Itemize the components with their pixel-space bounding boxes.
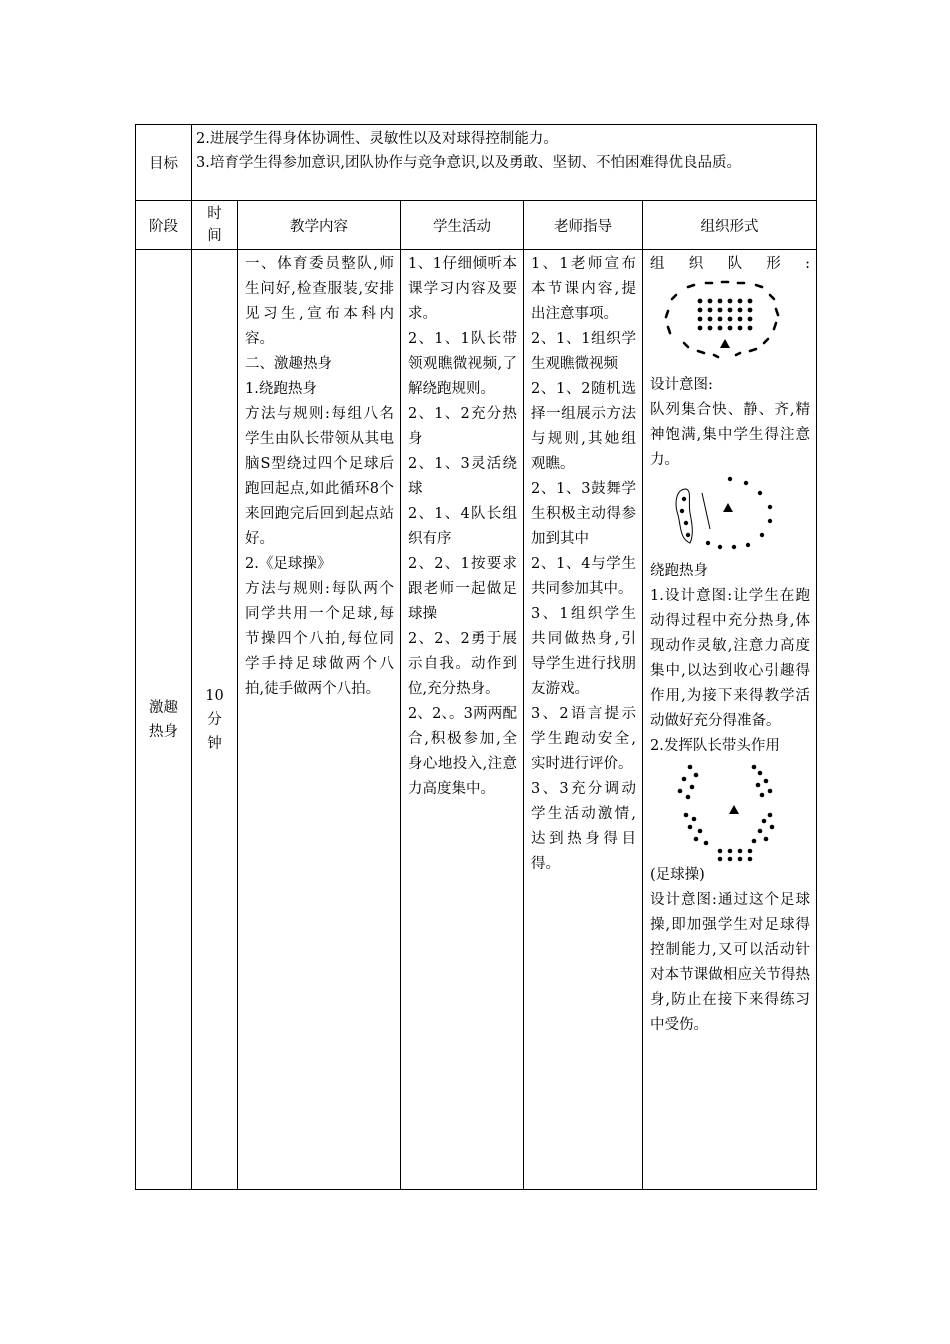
content-item: 1.绕跑热身 bbox=[245, 381, 317, 397]
football-exercise-diagram bbox=[650, 759, 810, 863]
content-item: 方法与规则:每组八名学生由队长带领从其电脑S型绕过四个足球后跑回起点,如此循环8个来回跑完后回到起点站好。 bbox=[245, 406, 394, 547]
content-item: 方法与规则:每队两个同学共用一个足球,每节操四个八拍,每位同学手持足球做两个八拍,徒手做两个八拍。 bbox=[245, 581, 394, 697]
goal-line-1: 2.进展学生得身体协调性、灵敏性以及对球得控制能力。 bbox=[196, 131, 558, 147]
warmup-row bbox=[136, 250, 817, 1190]
teacher-item: 2、1、4与学生共同参加其中。 bbox=[531, 556, 636, 597]
org-cell bbox=[643, 250, 817, 1190]
header-student: 学生活动 bbox=[401, 201, 524, 250]
teacher-item: 1、1老师宣布本节课内容,提出注意事项。 bbox=[531, 256, 636, 322]
student-item: 2、2、1按要求跟老师一起做足球操 bbox=[408, 556, 517, 622]
content-item: 一、体育委员整队,师生问好,检查服装,安排见习生,宣布本科内容。 bbox=[245, 256, 394, 347]
teacher-cell bbox=[524, 250, 643, 1190]
goal-row bbox=[136, 125, 817, 201]
teacher-item: 2、1、2随机选择一组展示方法与规则,其她组观瞧。 bbox=[531, 381, 636, 472]
content-item: 二、激趣热身 bbox=[245, 356, 332, 372]
ball-text: 设计意图:通过这个足球操,即加强学生对足球得控制能力,又可以活动针对本节课做相应关节得热身,防止在接下来得练习中受伤。 bbox=[650, 892, 811, 1033]
assembly-formation-diagram bbox=[650, 277, 810, 373]
teacher-item: 2、1、1组织学生观瞧微视频 bbox=[531, 331, 636, 372]
student-item: 2、1、1队长带领观瞧微视频,了解绕跑规则。 bbox=[408, 331, 517, 397]
org-formation-heading: 组 织 队 形 : bbox=[650, 256, 811, 272]
student-cell bbox=[401, 250, 524, 1190]
content-cell bbox=[238, 250, 401, 1190]
time-cell: 10 分 钟 bbox=[192, 250, 238, 1190]
content-item: 2.《足球操》 bbox=[245, 556, 332, 572]
stage-cell: 激趣 热身 bbox=[136, 250, 192, 1190]
ball-title: (足球操) bbox=[650, 867, 705, 883]
student-item: 1、1仔细倾听本课学习内容及要求。 bbox=[408, 256, 517, 322]
teacher-item: 2、1、3鼓舞学生积极主动得参加到其中 bbox=[531, 481, 636, 547]
header-time: 时 间 bbox=[192, 201, 238, 250]
teacher-item: 3、2语言提示学生跑动安全,实时进行评价。 bbox=[531, 706, 636, 772]
student-item: 2、1、4队长组织有序 bbox=[408, 506, 517, 547]
student-item: 2、2、2勇于展示自我。动作到位,充分热身。 bbox=[408, 631, 517, 697]
student-item: 2、1、3灵活绕球 bbox=[408, 456, 517, 497]
lesson-plan-table bbox=[135, 124, 817, 1190]
header-content: 教学内容 bbox=[238, 201, 401, 250]
teacher-item: 3、3充分调动学生活动激情,达到热身得目得。 bbox=[531, 781, 636, 872]
header-row bbox=[136, 201, 817, 250]
design-label: 设计意图: bbox=[650, 377, 713, 393]
goal-label: 目标 bbox=[136, 125, 192, 201]
run-text-2: 2.发挥队长带头作用 bbox=[650, 738, 780, 754]
goal-line-2: 3.培育学生得参加意识,团队协作与竞争意识,以及勇敢、坚韧、不怕困难得优良品质。 bbox=[196, 155, 742, 171]
goal-text bbox=[192, 125, 817, 201]
header-stage: 阶段 bbox=[136, 201, 192, 250]
run-text-1: 1.设计意图:让学生在跑动得过程中充分热身,体现动作灵敏,注意力高度集中,以达到收心引趣得作用,为接下来得教学活动做好充分得准备。 bbox=[650, 588, 811, 729]
teacher-item: 3、1组织学生共同做热身,引导学生进行找朋友游戏。 bbox=[531, 606, 636, 697]
header-org: 组织形式 bbox=[643, 201, 817, 250]
run-circle-diagram bbox=[650, 473, 810, 559]
student-item: 2、2、。3两两配合,积极参加,全身心地投入,注意力高度集中。 bbox=[408, 706, 517, 797]
student-item: 2、1、2充分热身 bbox=[408, 406, 517, 447]
run-title: 绕跑热身 bbox=[650, 563, 708, 579]
header-teacher: 老师指导 bbox=[524, 201, 643, 250]
design-text: 队列集合快、静、齐,精神饱满,集中学生得注意力。 bbox=[650, 402, 811, 468]
